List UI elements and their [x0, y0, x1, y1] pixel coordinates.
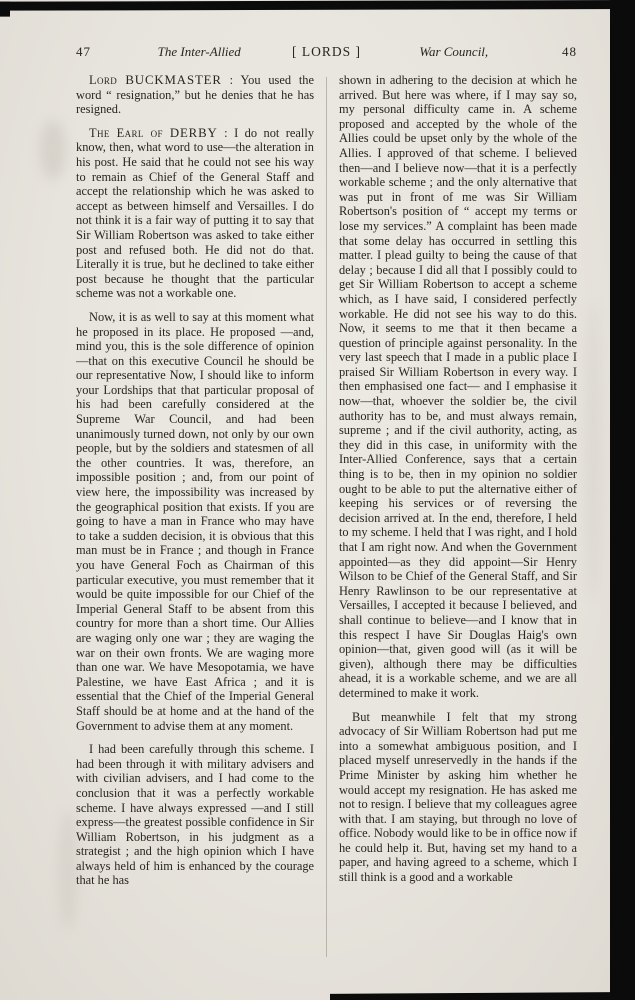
scan-smudge — [585, 300, 601, 600]
paragraph-text: You used the word “ resignation,” but he denies that he has resigned. — [76, 73, 315, 117]
paragraph-text: I had been carefully through this scheme. I had been through it with military advisers and with civilian advisers, and I had come to the conclusion that it was a perfectly workable scheme. I have always expressed —and I still express—the greatest possible confidence in Sir William Robertson, in his judgment as a strategist ; and the high opinion which I have always held of him is enhanced by the courage that he has — [76, 742, 315, 888]
paragraph-text: I do not really know, then, what word to use—the alteration in his post. He said that he could not see his way to remain as Chief of the General Staff and accept the relationship which he was asked to accept as between himself and Versailles. I do not think it is a fair way of putting it to say that Sir William Robertson was asked to take either post and refused both. He did not do that. Literally it is true, but he declined to take either post because he thought that the particular scheme was not a workable one. — [76, 125, 315, 301]
scan-border-top — [0, 0, 635, 11]
paragraph — [339, 710, 577, 885]
page-content — [76, 44, 577, 1000]
speaker-name: BUCKMASTER — [125, 73, 222, 87]
paragraph-continuation — [339, 73, 577, 701]
running-title-left: The Inter-Allied — [157, 44, 241, 59]
running-title-right: War Council, — [419, 44, 489, 59]
speaker-prefix: Lord — [89, 73, 126, 87]
scan-border-right — [610, 0, 635, 1000]
speaker-name: DERBY — [169, 125, 218, 140]
right-column — [339, 73, 577, 1000]
page-number-left: 47 — [76, 44, 91, 59]
paragraph-text: But meanwhile I felt that my strong advocacy of Sir William Robertson had put me into a somewhat ambiguous position, and I placed myself unreservedly in the hands if the Prime Minister by asking him whether he would accept my resignation. He has asked me not to resign. I believe that my colleagues agree with that. I am staying, but through no love of office. Nobody would like to be in office now if he could help it. But, having set my hand to a paper, and having agreed to a scheme, which I still think is a good and a workable — [338, 709, 577, 885]
speaker-separator: : — [221, 73, 241, 87]
speaker-prefix: The Earl of — [89, 125, 170, 140]
running-header — [76, 44, 577, 60]
left-column — [76, 73, 314, 1000]
scan-smudge — [40, 120, 66, 180]
page-number-right: 48 — [562, 44, 577, 59]
paragraph — [76, 742, 314, 888]
text-columns — [76, 73, 577, 1000]
speech-paragraph-derby — [76, 126, 314, 301]
speech-paragraph-buckmaster — [76, 73, 314, 117]
speaker-separator: : — [217, 125, 235, 140]
paragraph-text: Now, it is as well to say at this moment what he proposed in its place. He proposed —and, mind you, this is the sole difference of opinion—that on this executive Council he should be our representative Now, I should like to inform your Lordships that that particular proposal of his had been carefully considered at the Supreme War Council, and had been unanimously turned down, not only by our own people, but by the soldiers and statesmen of all the other countries. It was, therefore, an impossible position ; and, from our point of view here, the impossibility was increased by the geographical position that exists. If you are going to have a man in France who may have to take a sudden decision, it is obvious that this man must be in France ; and though in France you have General Foch as Chairman of this particular executive, you must remember that it would be quite impossible for our Chief of the Imperial General Staff to be absent from this country for more than a short time. Our Allies are waging only one war ; they are waging the war on their own fronts. We are waging more than one war. We have Mesopotamia, we have Palestine, we have East Africa ; and it is essential that the Chief of the Imperial General Staff should be at home and at the hand of the Government to advise them at any moment. — [76, 309, 315, 733]
paragraph — [76, 310, 314, 733]
scan-smudge — [58, 810, 78, 930]
paragraph-text: shown in adhering to the decision at which he arrived. But here was where, if I may say so, my personal difficulty came in. A scheme proposed and accepted by the whole of the Allies could be upset only by the whole of the Allies. I approved of that scheme. I believed then—and I believe now—that it is a perfectly workable scheme ; and the only alternative that was put in front of me was Sir William Robertson's position of “ accept my terms or lose my services.” A complaint has been made that some delay has occurred in settling this matter. I plead guilty to being the cause of that delay ; because I did all that I possibly could to get Sir William Robertson to accept a scheme which, as I have said, I considered perfectly workable. He did not see his way to do this. Now, it seems to me that it then became a question of principle against personality. In the very last speech that I made in a public place I praised Sir William Robertson in every way. I then emphasised one fact— and I emphasise it now—that, whoever the soldier be, the civil authority has to be, and must always remain, supreme ; and if the civil authority, acting, as they did in this case, in uniformity with the Inter-Allied Conference, says that a certain thing is to be, then in my opinion no soldier ought to be able to put the alternative either of keeping his services or of reversing the decision arrived at. In the end, therefore, I held to my scheme. I held that I was right, and I hold that I am right now. And when the Government appointed—as they did appoint—Sir Henry Wilson to be Chief of the General Staff, and Sir Henry Rawlinson to be our representative at Versailles, I accepted it because I believed, and shall continue to believe—and I know that in this respect I have Sir Douglas Haig's own opinion—that, given good will (as it will be given), although there may be difficulties ahead, it is a workable scheme, and we are all determined to make it work. — [338, 73, 577, 700]
chamber-label: [ LORDS ] — [292, 44, 361, 59]
column-divider-rule — [326, 77, 327, 957]
